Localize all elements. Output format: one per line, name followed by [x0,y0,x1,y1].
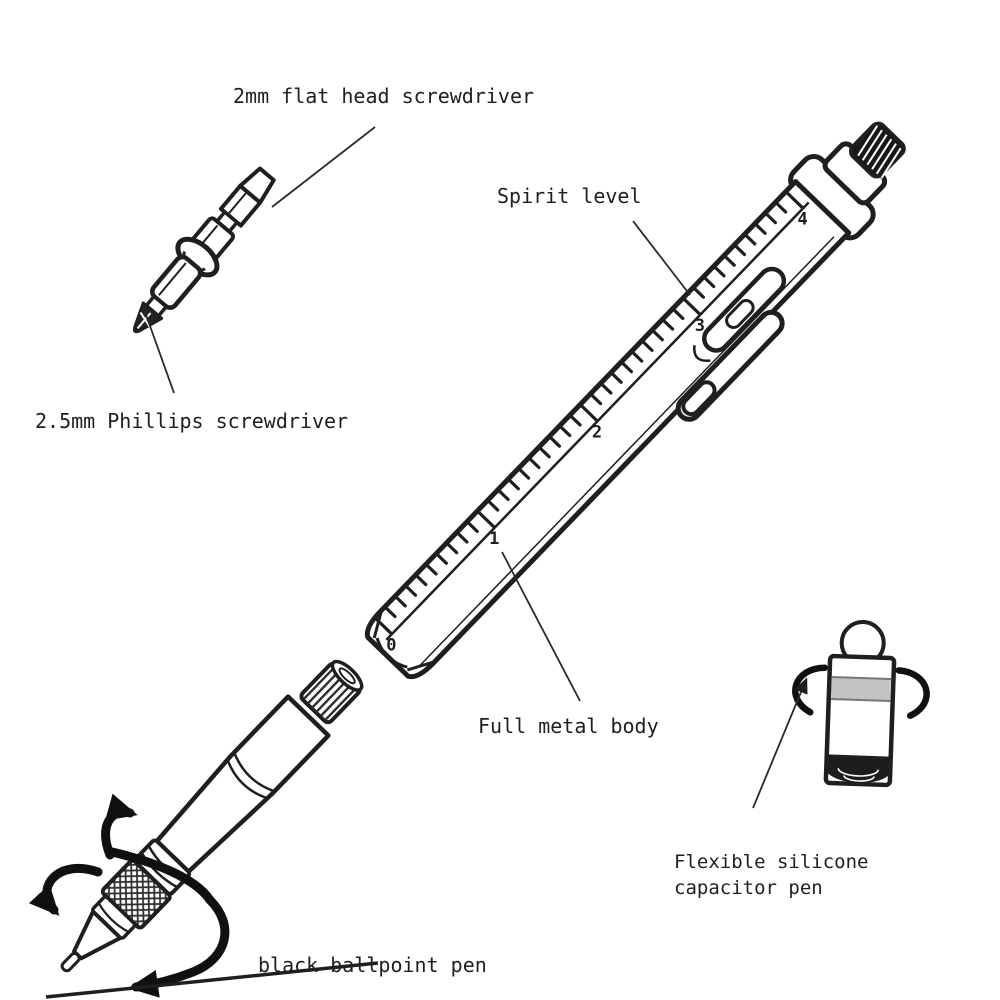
silicone-band [831,677,891,701]
pen-barrel [361,182,848,683]
label-silicone-pen-line1: Flexible silicone [674,851,869,873]
label-flat-head-screwdriver: 2mm flat head screwdriver [233,84,535,108]
ballpoint-tip [60,952,80,973]
screwdriver-bit [117,160,284,347]
ruler-numeral: 2 [591,422,603,443]
leader-stylus-arrow [753,680,806,808]
rotation-arrow-left [47,868,98,910]
front-barrel [153,697,329,876]
ruler-numeral: 1 [489,528,500,549]
leader-spirit-level [633,221,690,295]
label-spirit-level: Spirit level [497,184,642,208]
label-silicone-pen-line2: capacitor pen [674,877,823,899]
label-full-metal-body: Full metal body [478,714,659,738]
label-phillips-screwdriver: 2.5mm Phillips screwdriver [35,409,349,433]
stylus-thread-base [827,756,890,783]
leader-lines [145,127,806,808]
stylus-rotation-arm-right [897,670,927,716]
leader-flat-head [272,127,375,207]
ruler-numeral: 3 [694,315,705,336]
pen-front-section [44,651,373,989]
leader-full-metal-body [502,552,580,701]
pen-upper-body [356,103,932,695]
stylus-rotation-arm-left [795,667,825,713]
ruler-numeral: 0 [386,635,397,656]
leader-phillips [145,312,174,393]
stylus-cap [792,620,929,786]
label-ballpoint-pen: black ballpoint pen [258,953,487,977]
ruler-numeral: 4 [797,209,808,230]
